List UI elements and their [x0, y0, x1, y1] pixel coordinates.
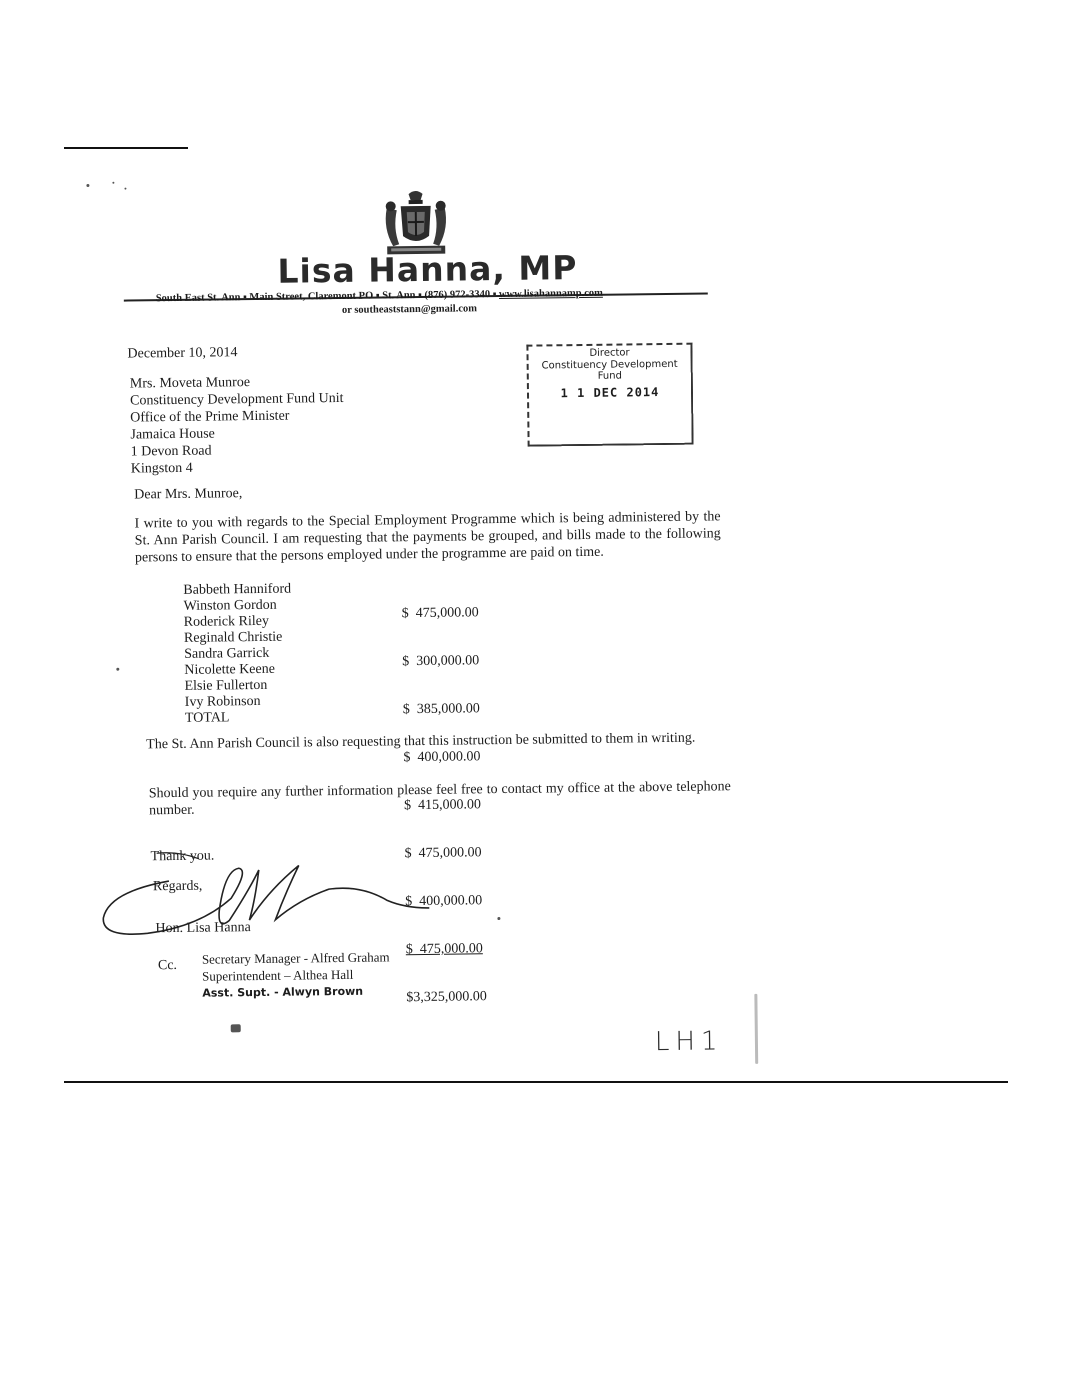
payee-name: Sandra Garrick	[184, 645, 270, 662]
body-paragraph: I write to you with regards to the Special Employment Programme which is being administered by the St. Ann Parish Council. I am requesting that the payments be grouped, and bills made to the following persons to ensure that the persons employed under the programme are paid on time.	[134, 509, 721, 566]
closing-regards: Regards,	[152, 878, 203, 895]
handwritten-signature	[99, 848, 440, 944]
payee-name: Winston Gordon	[183, 597, 277, 614]
recipient-line: Jamaica House	[130, 426, 215, 443]
stamp-title: Director	[589, 347, 630, 359]
cc-recipients	[202, 948, 390, 1001]
payee-name: Babbeth Hanniford	[183, 581, 292, 598]
cc-recipient: Superintendent – Althea Hall	[201, 966, 354, 984]
payment-amount: $ 415,000.00	[403, 797, 482, 814]
cc-label: Cc.	[157, 957, 178, 974]
stamp-date: 1 1 DEC 2014	[560, 385, 660, 401]
scan-speck	[116, 668, 119, 671]
payment-amount: $ 385,000.00	[402, 701, 480, 718]
payee-name: Nicolette Keene	[184, 661, 276, 678]
total-amount: $3,325,000.00	[406, 989, 487, 1006]
recipient-line: Constituency Development Fund Unit	[129, 390, 344, 409]
recipient-line: Mrs. Moveta Munroe	[129, 375, 251, 392]
cc-recipient: Asst. Supt. - Alwyn Brown	[202, 984, 364, 1000]
website-link: www.lisahannamp.com	[498, 287, 603, 301]
letterhead-name: Lisa Hanna, MP	[277, 248, 578, 291]
payment-amount: $ 475,000.00	[404, 845, 482, 862]
stamp-department: Constituency Development Fund	[541, 358, 678, 382]
payee-name: Roderick Riley	[183, 613, 270, 630]
recipient-address	[130, 373, 345, 478]
recipient-line: 1 Devon Road	[130, 443, 212, 460]
paragraph-contact: Should you require any further information please feel free to contact my office at the above telephone number.	[148, 779, 731, 819]
payment-amount: $ 475,000.00	[401, 605, 479, 622]
payment-amount: $ 400,000.00	[403, 749, 481, 766]
closing-thanks: Thank you.	[150, 848, 215, 865]
signer-name: Hon. Lisa Hanna	[155, 920, 251, 937]
payee-name: Elsie Fullerton	[184, 677, 268, 694]
payment-amount: $ 300,000.00	[402, 653, 480, 670]
letterhead-email: or southeaststann@gmail.com	[341, 303, 478, 316]
scan-speck	[124, 188, 126, 190]
address-text: South East St. Ann ▪ Main Street, Claremont PO ▪ St. Ann ▪ (876) 972-3340 ▪	[155, 289, 500, 305]
recipient-line: Office of the Prime Minister	[130, 408, 290, 426]
paragraph-instruction: The St. Ann Parish Council is also requesting that this instruction be submitted to them in writing.	[146, 730, 696, 753]
payee-name: Reginald Christie	[183, 629, 283, 646]
scan-speck	[231, 1024, 241, 1032]
total-label: TOTAL	[184, 710, 230, 726]
recipient-line: Kingston 4	[130, 460, 193, 477]
scan-speck	[112, 182, 114, 184]
payee-name: Ivy Robinson	[184, 693, 261, 710]
cc-recipient: Secretary Manager - Alfred Graham	[201, 949, 390, 967]
payee-names	[183, 582, 292, 727]
salutation: Dear Mrs. Munroe,	[134, 486, 243, 503]
letter-date: December 10, 2014	[127, 345, 238, 362]
scan-speck	[497, 917, 500, 920]
exhibit-mark: LH1	[654, 1026, 724, 1058]
payment-amount: $ 475,000.00	[405, 941, 483, 958]
payment-amount: $ 400,000.00	[405, 893, 483, 910]
scan-speck	[754, 994, 758, 1064]
received-stamp	[526, 343, 693, 447]
scan-speck	[86, 184, 89, 187]
letterhead-address	[156, 288, 603, 304]
